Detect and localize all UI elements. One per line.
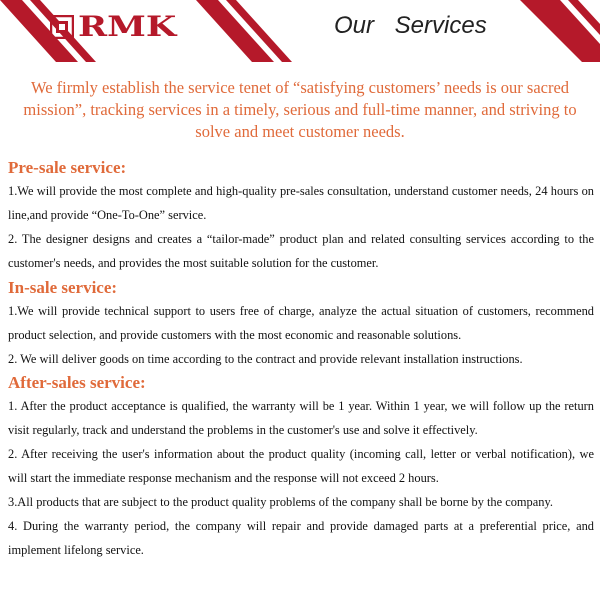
logo-text: RMK	[78, 10, 177, 43]
section-pre-sale	[8, 157, 594, 275]
intro-statement: We firmly establish the service tenet of “satisfying customers’ needs is our sacred mission”, tracking services in a timely, serious and full-time manner, and striving to solve and meet customer needs.	[23, 78, 577, 141]
section-title: In-sale service:	[8, 278, 118, 297]
page-title: Our Services	[334, 12, 487, 39]
section-title: After-sales service:	[8, 373, 146, 392]
list-item: 3.All products that are subject to the product quality problems of the company shall be borne by the company.	[8, 495, 553, 509]
list-item: 2. The designer designs and creates a “tailor-made” product plan and related consulting services according to the customer's needs, and provides the most suitable solution for the customer.	[8, 232, 594, 270]
section-in-sale	[8, 277, 594, 371]
list-item: 2. After receiving the user's information about the product quality (incoming call, letter or verbal notification), we will start the immediate response mechanism and the response will not exceed 2 hours.	[8, 447, 594, 485]
list-item: 1.We will provide technical support to users free of charge, analyze the actual situation of customers, recommend product selection, and provide customers with the most economic and reasonable solutions.	[8, 304, 594, 342]
section-title: Pre-sale service:	[8, 158, 127, 177]
header-banner	[0, 0, 600, 62]
company-logo	[50, 10, 177, 43]
list-item: 2. We will deliver goods on time according to the contract and provide relevant installation instructions.	[8, 352, 523, 366]
section-after-sales	[8, 372, 594, 562]
rmk-logo-mark-icon	[50, 15, 74, 39]
services-content	[8, 157, 594, 562]
list-item: 1.We will provide the most complete and high-quality pre-sales consultation, understand customer needs, 24 hours on line,and provide “One-To-One” service.	[8, 184, 594, 222]
list-item: 4. During the warranty period, the company will repair and provide damaged parts at a preferential price, and implement lifelong service.	[8, 519, 594, 557]
list-item: 1. After the product acceptance is qualified, the warranty will be 1 year. Within 1 year, we will follow up the return visit regularly, track and understand the problems in the customer's use and solve it effectively.	[8, 399, 594, 437]
